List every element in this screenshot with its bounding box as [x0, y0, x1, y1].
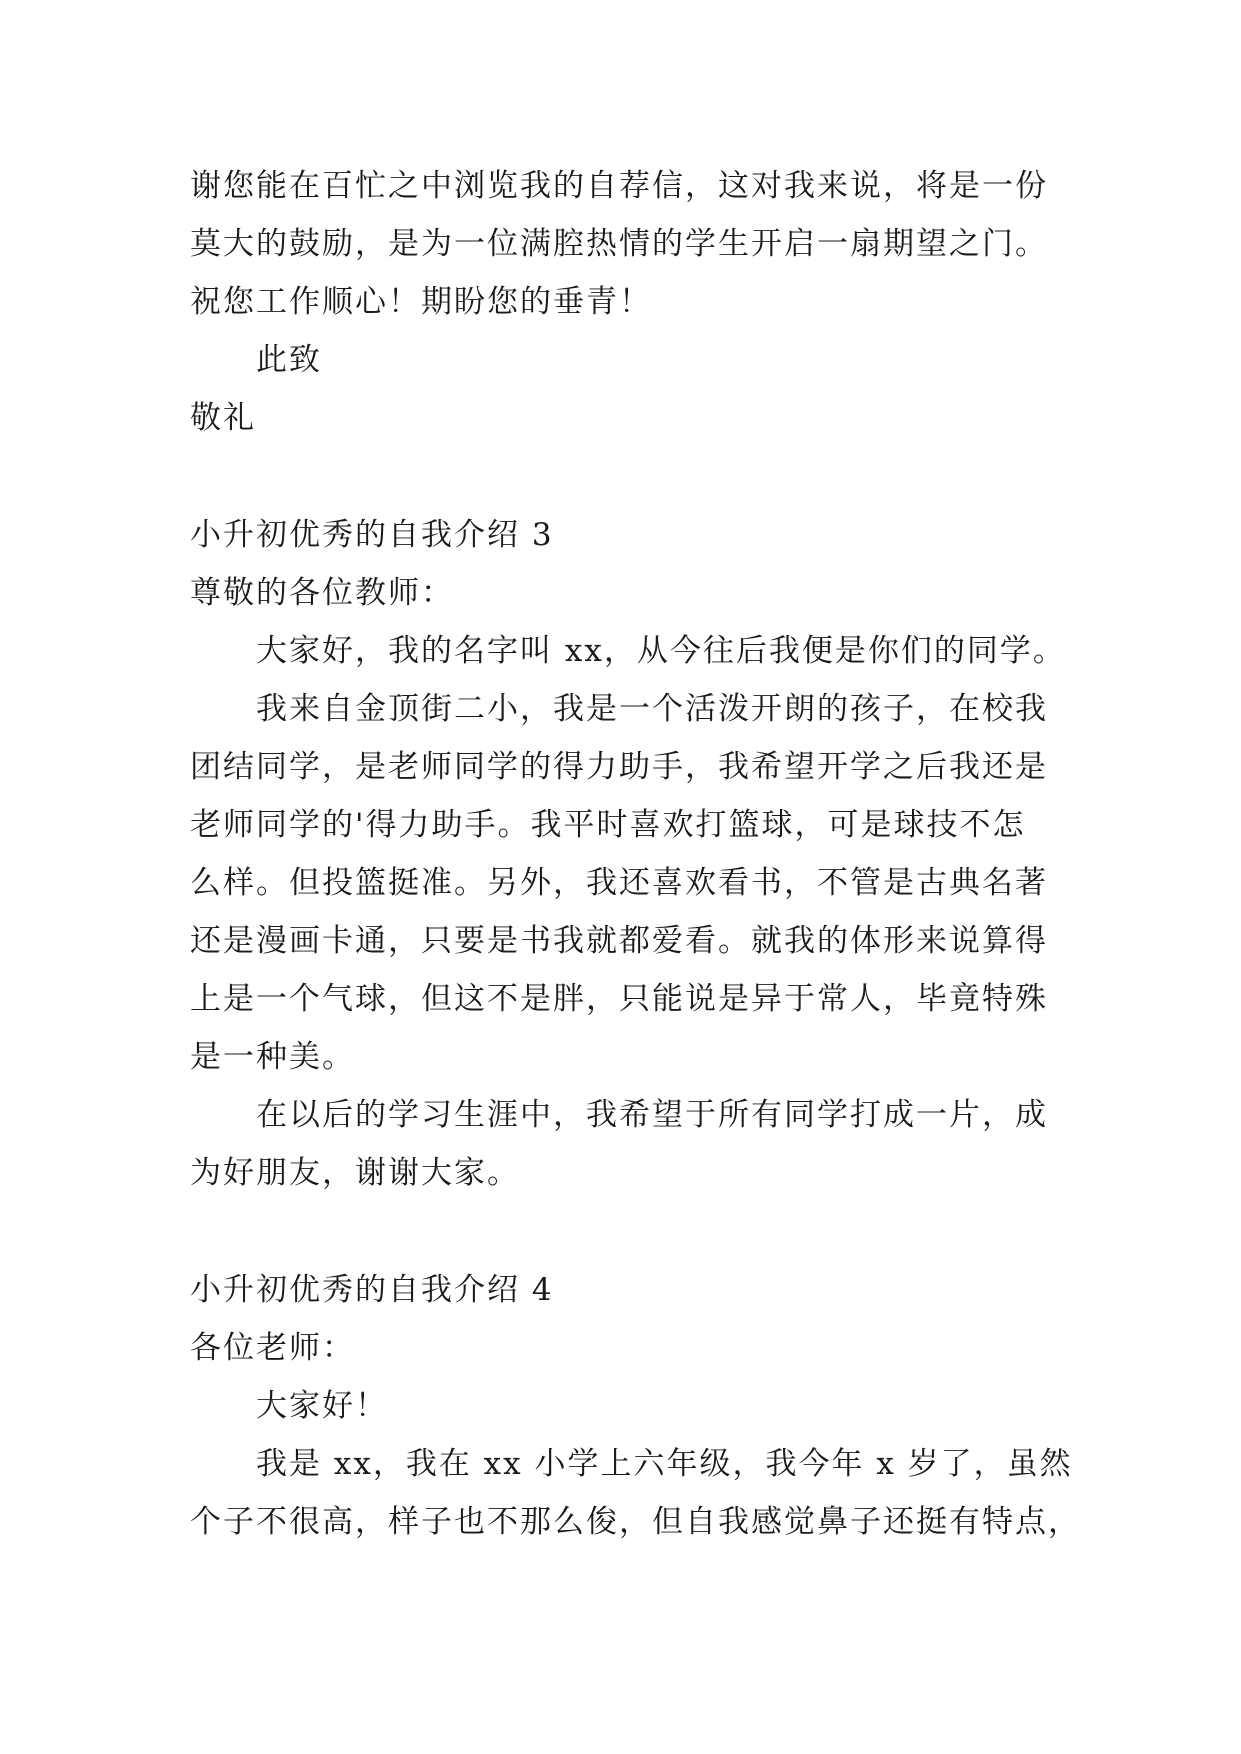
paragraph-line: 上是一个气球，但这不是胖，只能说是异于常人，毕竟特殊: [190, 981, 1048, 1017]
paragraph-line: 是一种美。: [190, 1039, 355, 1075]
paragraph-line: 莫大的鼓励，是为一位满腔热情的学生开启一扇期望之门。: [190, 226, 1048, 262]
paragraph-line: 还是漫画卡通，只要是书我就都爱看。就我的体形来说算得: [190, 923, 1048, 959]
paragraph-line: 老师同学的'得力助手。我平时喜欢打篮球，可是球技不怎: [190, 807, 1026, 843]
paragraph-line: 祝您工作顺心！期盼您的垂青！: [190, 284, 652, 320]
paragraph-line: 为好朋友，谢谢大家。: [190, 1155, 520, 1191]
paragraph-line: 谢您能在百忙之中浏览我的自荐信，这对我来说，将是一份: [190, 168, 1048, 204]
paragraph-line: 在以后的学习生涯中，我希望于所有同学打成一片，成: [256, 1097, 1048, 1133]
section-heading: 小升初优秀的自我介绍 3: [190, 517, 554, 553]
section-heading: 小升初优秀的自我介绍 4: [190, 1272, 554, 1308]
paragraph-line: 团结同学，是老师同学的得力助手，我希望开学之后我还是: [190, 749, 1048, 785]
paragraph-line: 我是 xx，我在 xx 小学上六年级，我今年 x 岁了，虽然: [256, 1446, 1073, 1482]
paragraph-line: 么样。但投篮挺准。另外，我还喜欢看书，不管是古典名著: [190, 865, 1048, 901]
paragraph-line: 我来自金顶街二小，我是一个活泼开朗的孩子，在校我: [256, 691, 1048, 727]
greeting: 各位老师：: [190, 1330, 355, 1366]
paragraph-line: 大家好！: [256, 1388, 388, 1424]
closing: 敬礼: [190, 400, 256, 436]
salutation: 此致: [256, 342, 322, 378]
paragraph-line: 大家好，我的名字叫 xx，从今往后我便是你们的同学。: [256, 633, 1066, 669]
paragraph-line: 个子不很高，样子也不那么俊，但自我感觉鼻子还挺有特点，: [190, 1504, 1081, 1540]
greeting: 尊敬的各位教师：: [190, 575, 454, 611]
